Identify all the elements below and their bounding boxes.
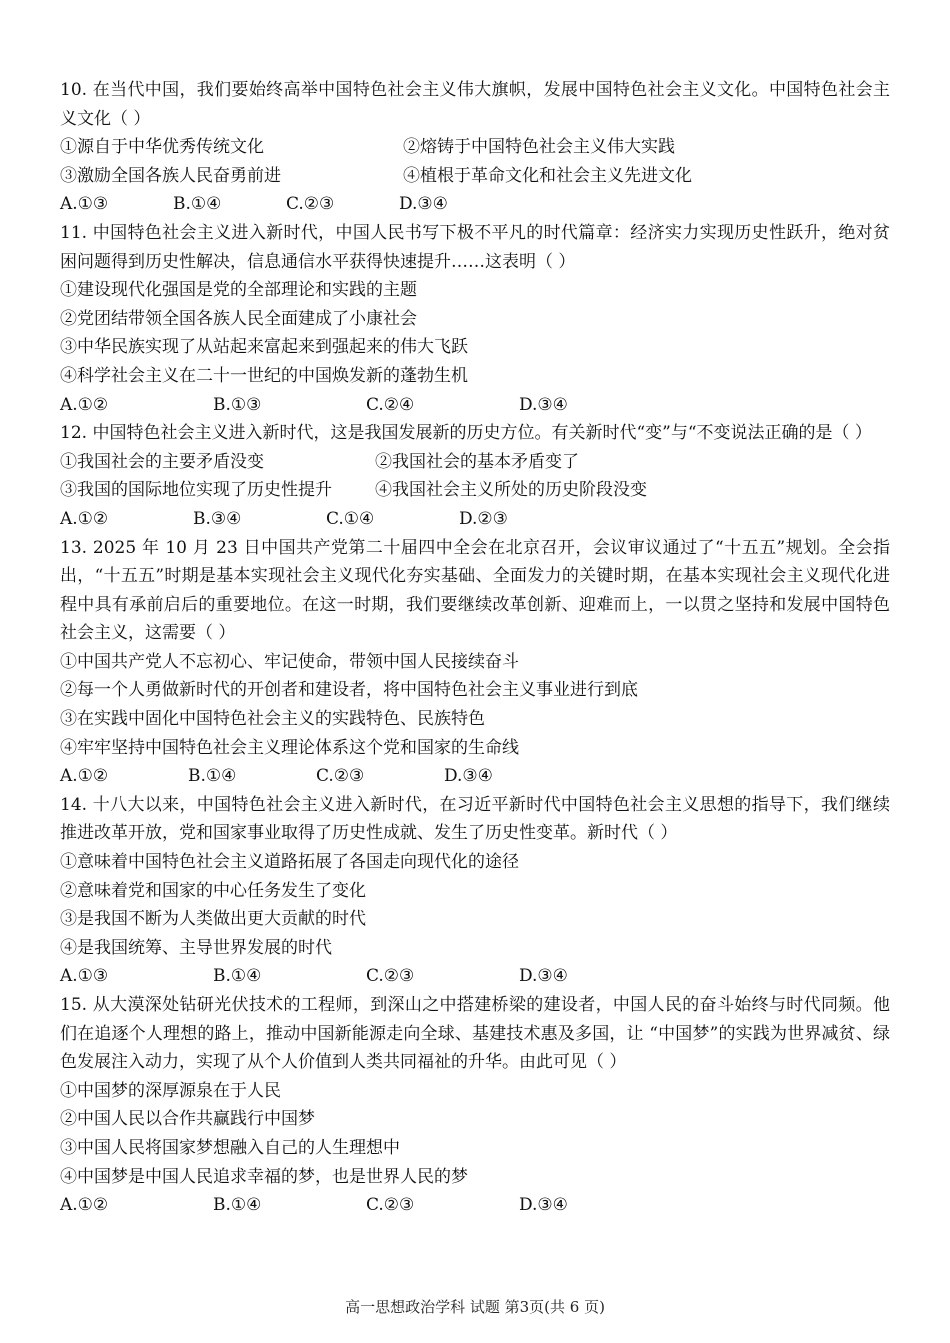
answer-a: A.①②: [60, 766, 109, 787]
answer-a: A.①②: [60, 1195, 109, 1216]
answer-d: D.③④: [519, 1195, 568, 1216]
answer-c: C.①④: [326, 508, 375, 529]
answer-b: B.①③: [213, 394, 262, 415]
option-1: ①源自于中华优秀传统文化: [60, 137, 264, 158]
option-row: [60, 133, 890, 162]
exam-page: [60, 76, 890, 1220]
answer-d: D.③④: [399, 194, 448, 215]
option-4: ④科学社会主义在二十一世纪的中国焕发新的蓬勃生机: [60, 365, 468, 386]
answer-c: C.②③: [316, 766, 365, 787]
option-2: ②党团结带领全国各族人民全面建成了小康社会: [60, 308, 417, 329]
question-stem: 13. 2025 年 10 月 23 日中国共产党第二十届四中全会在北京召开，会议审议通过了“十五五”规划。全会指出，“十五五”时期是基本实现社会主义现代化夯实基础、全面发力的关键时期，在基本实现社会主义现代化进程中具有承前启后的重要地位。在这一时期，我们要继续改革创新、迎难而上，一以贯之坚持和发展中国特色社会主义，这需要（ ）: [60, 537, 890, 644]
option-3: ③中华民族实现了从站起来富起来到强起来的伟大飞跃: [60, 337, 468, 358]
option-2: ②意味着党和国家的中心任务发生了变化: [60, 880, 366, 901]
option-4: ④中国梦是中国人民追求幸福的梦，也是世界人民的梦: [60, 1166, 468, 1187]
answer-choices: [60, 505, 890, 534]
answer-d: D.②③: [459, 508, 508, 529]
option-1: ①建设现代化强国是党的全部理论和实践的主题: [60, 280, 417, 301]
option-2: ②每一个人勇做新时代的开创者和建设者，将中国特色社会主义事业进行到底: [60, 680, 638, 701]
option-3: ③是我国不断为人类做出更大贡献的时代: [60, 909, 366, 930]
option-4: ④植根于革命文化和社会主义先进文化: [403, 165, 692, 186]
answer-a: A.①③: [60, 194, 109, 215]
option-row: [60, 448, 890, 477]
question-stem: 11. 中国特色社会主义进入新时代，中国人民书写下极不平凡的时代篇章：经济实力实现历史性跃升，绝对贫困问题得到历史性解决，信息通信水平获得快速提升……这表明（ ）: [60, 222, 890, 272]
answer-b: B.①④: [173, 194, 222, 215]
option-3: ③在实践中固化中国特色社会主义的实践特色、民族特色: [60, 709, 485, 730]
question-10: [60, 76, 890, 219]
option-1: ①中国共产党人不忘初心、牢记使命，带领中国人民接续奋斗: [60, 651, 519, 672]
answer-d: D.③④: [444, 766, 493, 787]
answer-choices: [60, 1191, 890, 1220]
option-2: ②我国社会的基本矛盾变了: [375, 451, 579, 472]
answer-b: B.①④: [213, 966, 262, 987]
answer-c: C.②④: [366, 394, 415, 415]
answer-d: D.③④: [519, 966, 568, 987]
page-footer: 高一思想政治学科 试题 第3页(共 6 页): [345, 1298, 605, 1316]
option-2: ②熔铸于中国特色社会主义伟大实践: [403, 137, 675, 158]
question-stem: 10. 在当代中国，我们要始终高举中国特色社会主义伟大旗帜，发展中国特色社会主义文化。中国特色社会主义文化（ ）: [60, 80, 890, 129]
answer-a: A.①②: [60, 508, 109, 529]
option-3: ③我国的国际地位实现了历史性提升: [60, 480, 332, 501]
question-15: [60, 991, 890, 1220]
question-14: [60, 791, 890, 991]
option-3: ③中国人民将国家梦想融入自己的人生理想中: [60, 1137, 400, 1158]
answer-a: A.①②: [60, 394, 109, 415]
option-4: ④是我国统筹、主导世界发展的时代: [60, 937, 332, 958]
answer-c: C.②③: [366, 966, 415, 987]
option-1: ①中国梦的深厚源泉在于人民: [60, 1080, 281, 1101]
answer-c: C.②③: [366, 1195, 415, 1216]
answer-choices: [60, 962, 890, 991]
question-stem: 15. 从大漠深处钻研光伏技术的工程师，到深山之中搭建桥梁的建设者，中国人民的奋斗始终与时代同频。他们在追逐个人理想的路上，推动中国新能源走向全球、基建技术惠及多国，让 “中国梦”的实践为世界减贫、绿色发展注入动力，实现了从个人价值到人类共同福祉的升华。由此可见（ ）: [60, 995, 890, 1073]
answer-d: D.③④: [519, 394, 568, 415]
option-row: [60, 476, 890, 505]
answer-c: C.②③: [286, 194, 335, 215]
answer-choices: [60, 391, 890, 420]
answer-choices: [60, 190, 890, 219]
option-4: ④我国社会主义所处的历史阶段没变: [375, 480, 647, 501]
answer-b: B.③④: [193, 508, 242, 529]
question-12: [60, 419, 890, 533]
answer-a: A.①③: [60, 966, 109, 987]
option-1: ①我国社会的主要矛盾没变: [60, 451, 264, 472]
question-11: [60, 219, 890, 419]
question-stem: 12. 中国特色社会主义进入新时代，这是我国发展新的历史方位。有关新时代“变”与“不变说法正确的是（ ）: [60, 423, 872, 444]
answer-b: B.①④: [213, 1195, 262, 1216]
option-4: ④牢牢坚持中国特色社会主义理论体系这个党和国家的生命线: [60, 737, 519, 758]
option-2: ②中国人民以合作共赢践行中国梦: [60, 1109, 315, 1130]
option-3: ③激励全国各族人民奋勇前进: [60, 165, 281, 186]
option-row: [60, 162, 890, 191]
question-stem: 14. 十八大以来，中国特色社会主义进入新时代，在习近平新时代中国特色社会主义思想的指导下，我们继续推进改革开放，党和国家事业取得了历史性成就、发生了历史性变革。新时代（ ）: [60, 794, 890, 844]
answer-choices: [60, 762, 890, 791]
option-1: ①意味着中国特色社会主义道路拓展了各国走向现代化的途径: [60, 852, 519, 873]
question-13: [60, 534, 890, 791]
answer-b: B.①④: [188, 766, 237, 787]
